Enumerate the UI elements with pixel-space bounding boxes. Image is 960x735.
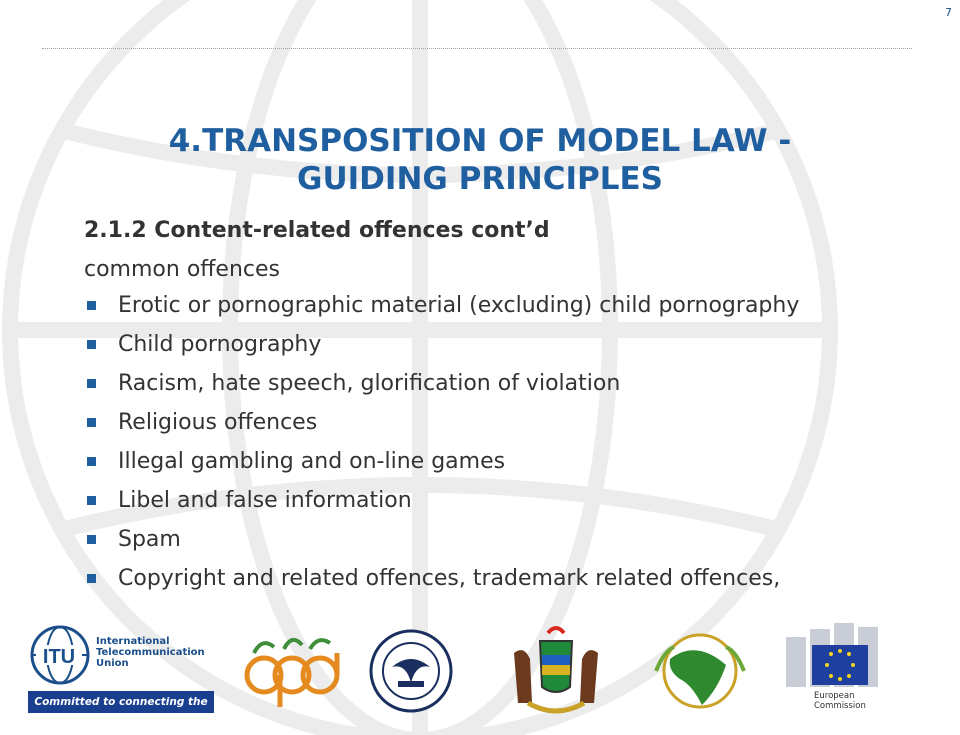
itu-tagline: Committed to connecting the world <box>28 691 214 713</box>
european-commission-logo <box>782 619 918 719</box>
acp-logo <box>240 623 342 713</box>
square-bullet-icon <box>87 496 96 505</box>
list-item-text: Copyright and related offences, trademark related offences, <box>118 566 781 591</box>
list-item-text: Child pornography <box>118 332 322 357</box>
slide-content <box>84 214 824 604</box>
title-line-2: GUIDING PRINCIPLES <box>297 161 663 197</box>
list-item <box>84 331 824 359</box>
list-item-text: Erotic or pornographic material (excluding) child pornography <box>118 293 800 318</box>
list-item <box>84 370 824 398</box>
ec-name-line-2: Commission <box>814 701 866 711</box>
itu-name-line-3: Union <box>96 658 129 669</box>
square-bullet-icon <box>87 457 96 466</box>
list-item <box>84 487 824 515</box>
list-item-text: Spam <box>118 527 181 552</box>
list-item-text: Racism, hate speech, glorification of violation <box>118 371 621 396</box>
tanzania-coat-of-arms <box>500 623 612 719</box>
list-item-text: Illegal gambling and on-line games <box>118 449 506 474</box>
offence-list <box>84 292 824 593</box>
list-item <box>84 448 824 476</box>
ec-name-line-1: European <box>814 691 855 701</box>
african-union-logo <box>640 631 760 711</box>
list-item <box>84 526 824 554</box>
itu-logo <box>28 623 216 730</box>
intro-text: common offences <box>84 257 281 282</box>
list-item-text: Libel and false information <box>118 488 412 513</box>
section-subheading: 2.1.2 Content-related offences cont’d <box>84 218 550 243</box>
list-item-text: Religious offences <box>118 410 318 435</box>
itu-name-line-1: International <box>96 636 170 647</box>
square-bullet-icon <box>87 379 96 388</box>
top-divider <box>42 48 912 49</box>
list-item <box>84 565 824 593</box>
itu-name-line-2: Telecommunication <box>96 647 205 658</box>
ec-building-flag-icon <box>782 619 918 691</box>
square-bullet-icon <box>87 301 96 310</box>
slide-title <box>60 122 900 198</box>
itu-globe-icon <box>28 623 92 689</box>
partner-logos-strip <box>0 615 960 730</box>
ec-name <box>814 691 866 711</box>
square-bullet-icon <box>87 574 96 583</box>
square-bullet-icon <box>87 535 96 544</box>
list-item <box>84 292 824 320</box>
svg-text:ITU: ITU <box>42 646 76 668</box>
list-item <box>84 409 824 437</box>
square-bullet-icon <box>87 340 96 349</box>
itu-name <box>96 636 205 669</box>
sadc-seal-logo <box>368 627 454 715</box>
title-line-1: 4.TRANSPOSITION OF MODEL LAW - <box>168 123 792 159</box>
square-bullet-icon <box>87 418 96 427</box>
slide-number: 7 <box>945 6 952 19</box>
